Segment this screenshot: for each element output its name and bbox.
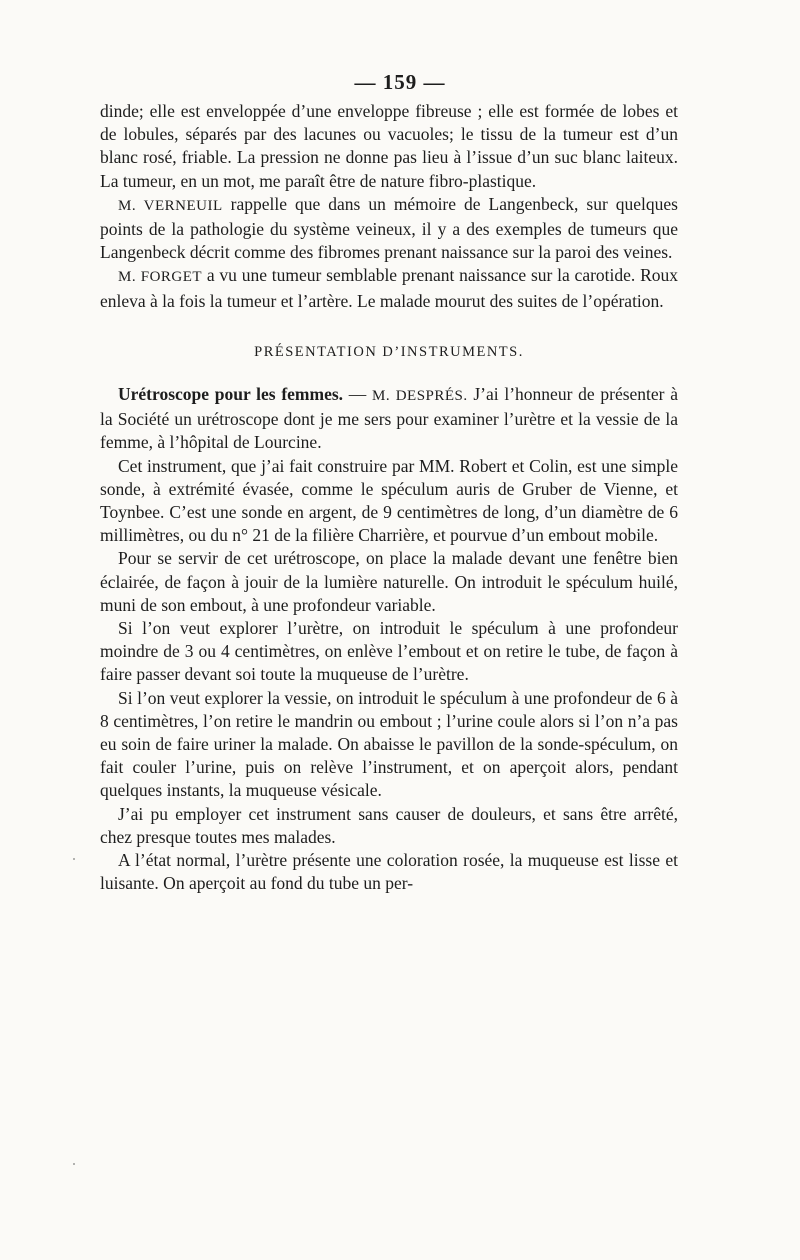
print-speck [73, 1163, 75, 1165]
speaker-name: M. VERNEUIL [118, 197, 223, 214]
paragraph: Pour se servir de cet urétroscope, on place la malade devant une fenêtre bien éclairée, de façon à jouir de la lumière naturelle. On introduit le spéculum huilé, muni de son embout, à une profondeur variable. [100, 548, 678, 615]
body-text [100, 100, 678, 896]
paragraph-text: rappelle que dans un mémoire de Langenbeck, sur quelques points de la pathologie du système veineux, il y a des exemples de tumeurs que Langenbeck décrit comme des fibromes prenant naissance sur la paroi des veines. [100, 193, 678, 263]
dash: — [343, 384, 372, 405]
page-number: — 159 — [354, 70, 446, 94]
paragraph: J’ai pu employer cet instrument sans causer de douleurs, et sans être arrêté, chez presque toutes mes malades. [100, 803, 678, 847]
speaker-name: M. FORGET [118, 269, 203, 286]
paragraph-section-intro [100, 383, 678, 455]
paragraph-continuation: dinde; elle est enveloppée d’une enveloppe fibreuse ; elle est formée de lobes et de lobules, séparés par des lacunes ou vacuoles; le tissu de la tumeur est d’un blanc rosé, friable. La pression ne donne pas lieu à l’issue d’un suc blanc laiteux. La tumeur, en un mot, me paraît être de nature fibro-plastique. [100, 101, 678, 191]
paragraph-verneuil [100, 193, 678, 265]
paragraph-text: J’ai l’honneur de présenter à la Société un urétroscope dont je me sers pour examiner l’urètre et la vessie de la femme, à l’hôpital de Lourcine. [100, 384, 679, 453]
paragraph-forget [100, 264, 678, 312]
print-speck [73, 858, 75, 860]
paragraph-text: a vu une tumeur semblable prenant naissance sur la carotide. Roux enleva à la fois la tumeur et l’artère. Le malade mourut des suites de l’opération. [100, 265, 678, 311]
paragraph: Cet instrument, que j’ai fait construire par MM. Robert et Colin, est une simple sonde, à extrémité évasée, comme le spéculum auris de Gruber de Vienne, et Toynbee. C’est une sonde en argent, de 9 centimètres de long, d’un diamètre de 6 millimètres, ou du n° 21 de la filière Charrière, et pourvue d’un embout mobile. [100, 455, 678, 546]
section-heading: PRÉSENTATION D’INSTRUMENTS. [254, 343, 524, 360]
paragraph: Si l’on veut explorer l’urètre, on introduit le spéculum à une profondeur moindre de 3 ou 4 centimètres, on enlève l’embout et on retire le tube, de façon à faire passer devant soi toute la muqueuse de l’urètre. [100, 618, 678, 685]
paragraph: A l’état normal, l’urètre présente une coloration rosée, la muqueuse est lisse et luisante. On aperçoit au fond du tube un per- [100, 850, 678, 894]
paragraph: Si l’on veut explorer la vessie, on introduit le spéculum à une profondeur de 6 à 8 centimètres, l’on retire le mandrin ou embout ; l’urine coule alors si l’on n’a pas eu soin de faire uriner la malade. On abaisse le pavillon de la sonde-spéculum, on fait couler l’urine, puis on relève l’instrument, et on aperçoit alors, pendant quelques instants, la muqueuse vésicale. [100, 687, 678, 801]
author-name: M. DESPRÉS. [372, 388, 468, 405]
section-subtitle: Urétroscope pour les femmes. [118, 384, 344, 405]
